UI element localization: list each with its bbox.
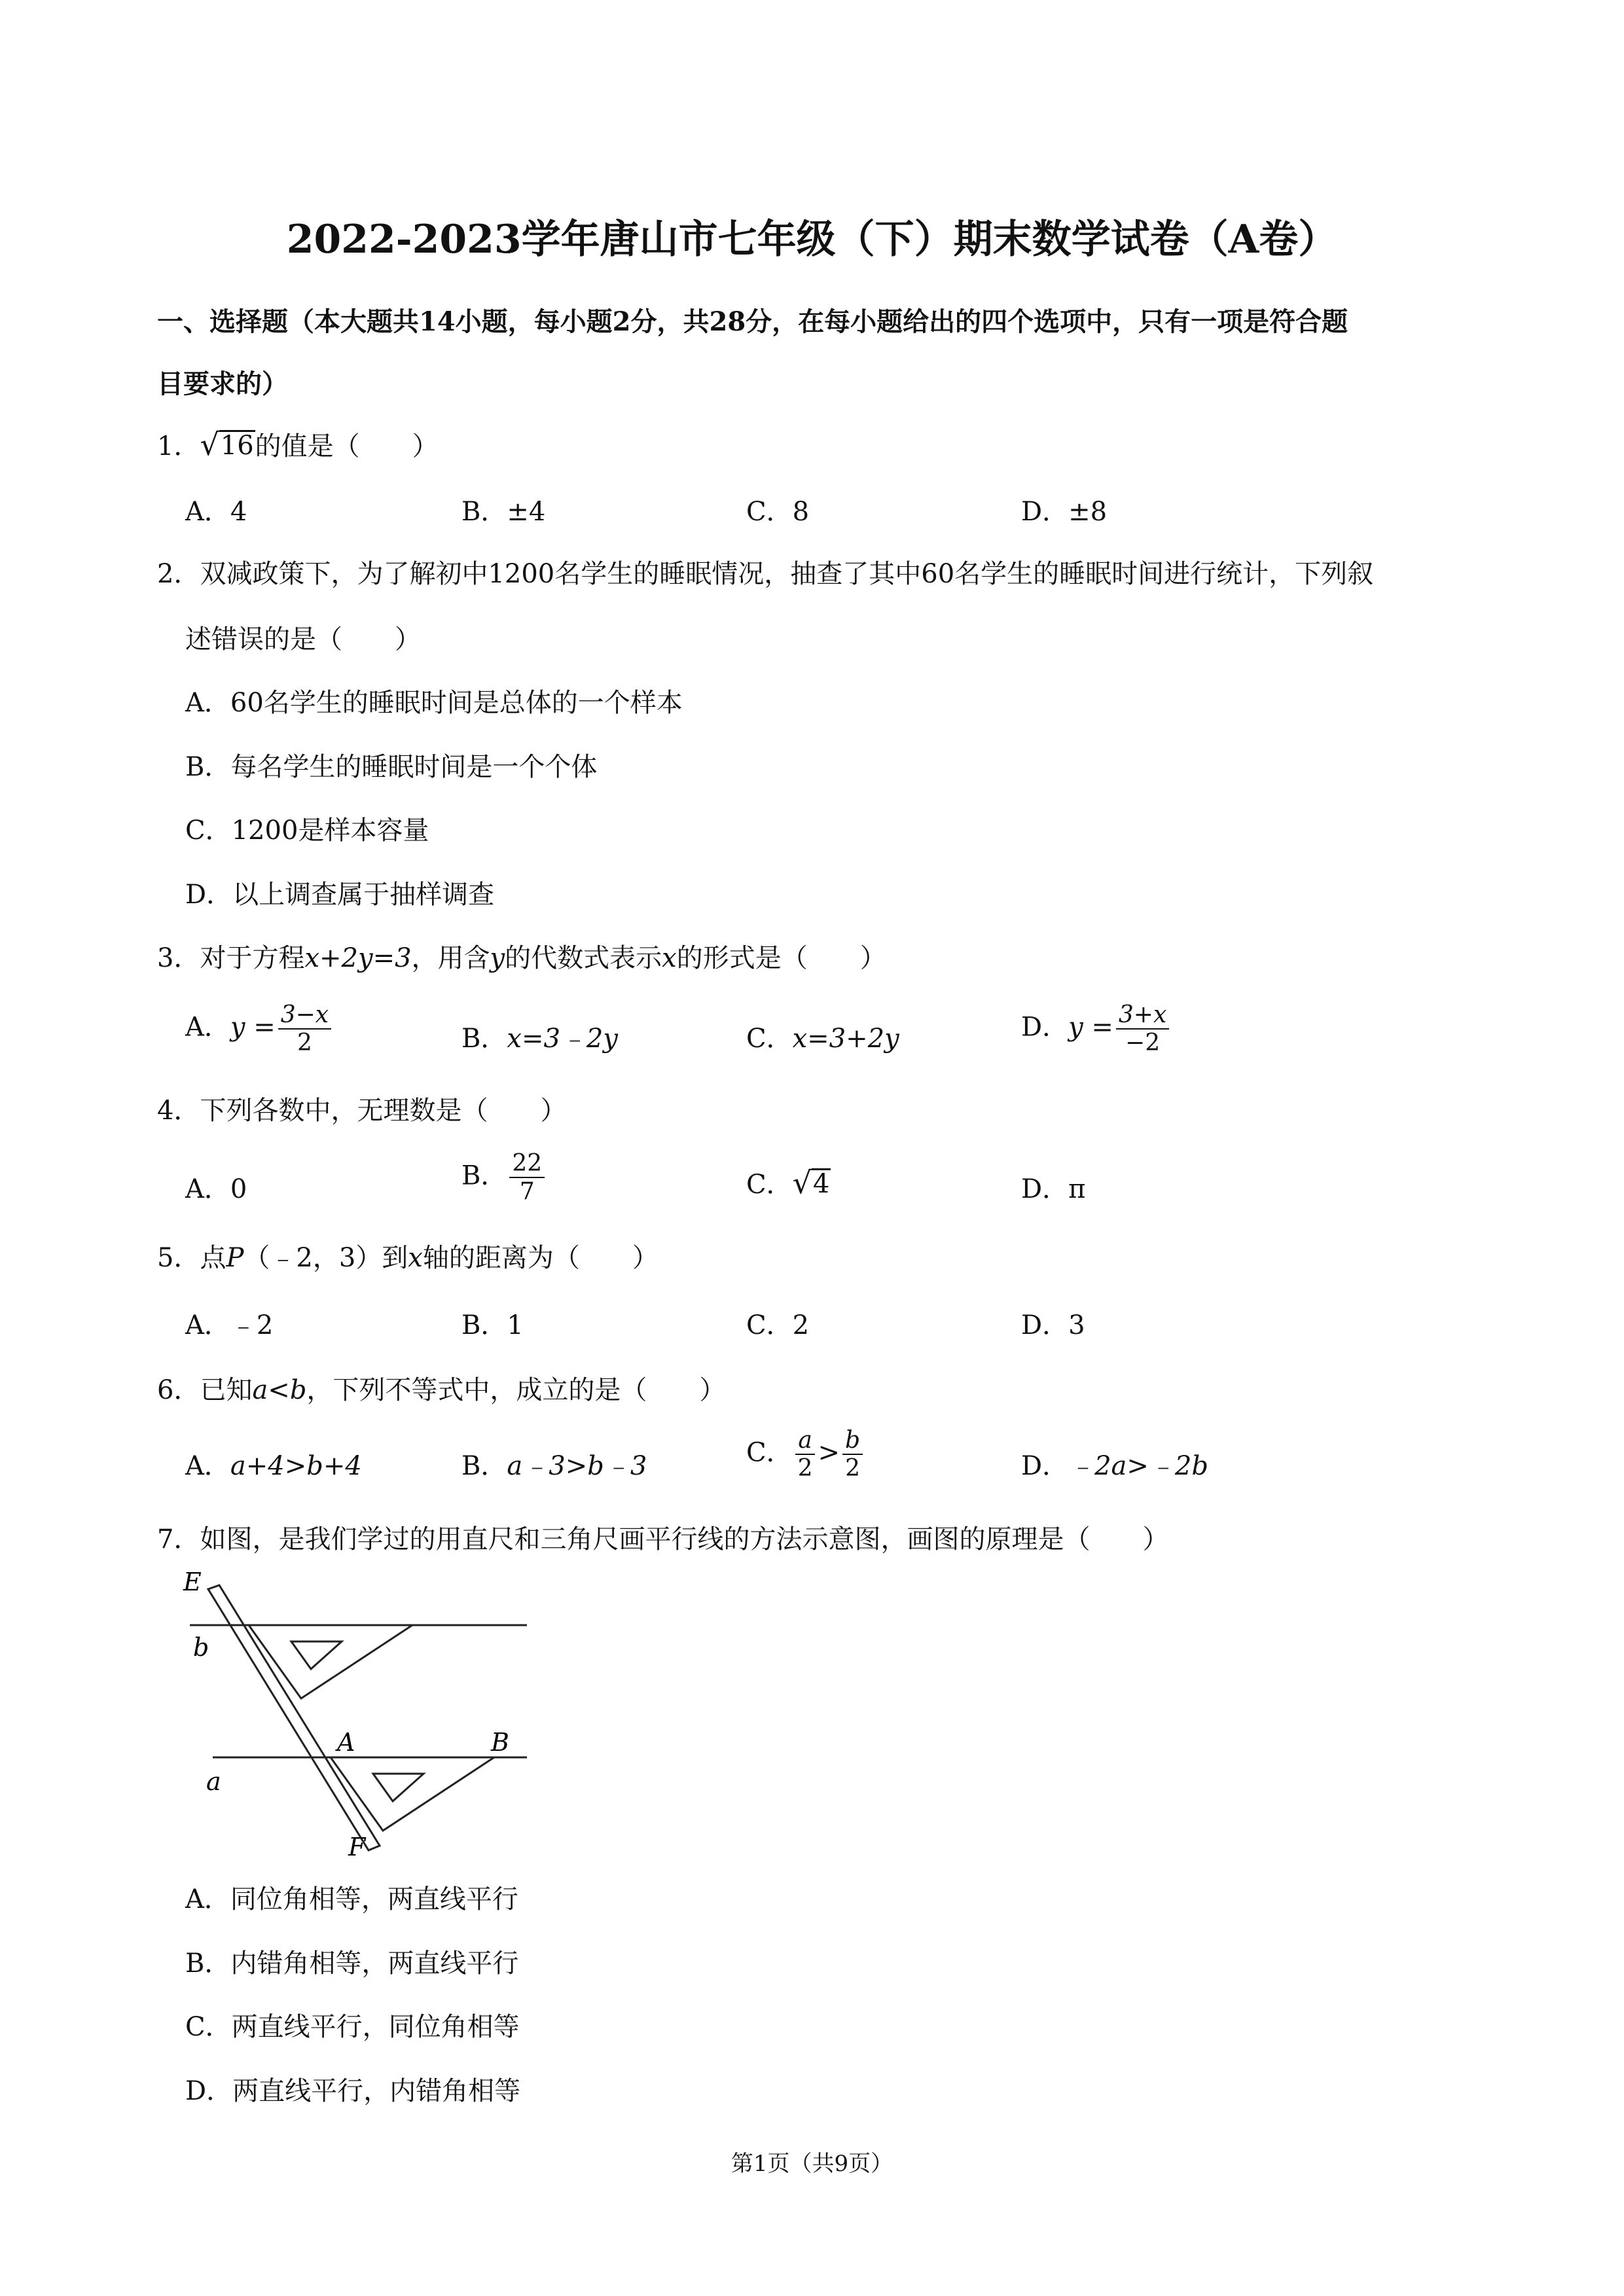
q3-stem-b: ，用含 (411, 943, 490, 973)
question-2-line2: 述错误的是（ ） (185, 624, 421, 655)
question-5 (157, 1237, 659, 1274)
q4-c-sqrt: √ 4 (792, 1165, 830, 1200)
q3-stem-d: 的形式是（ ） (676, 943, 886, 973)
q6-option-b (461, 1445, 647, 1482)
lower-set-square (331, 1757, 494, 1831)
q2-option-b: B．每名学生的睡眠时间是一个个体 (185, 752, 598, 782)
q3-stem-a: 3．对于方程 (157, 943, 305, 973)
q6-option-a (185, 1445, 362, 1482)
q3-d-denominator: −2 (1125, 1030, 1161, 1057)
q4-option-a: A．0 (185, 1174, 247, 1204)
q3-d-label: D． (1021, 1012, 1069, 1043)
q7-option-c: C．两直线平行，同位角相等 (185, 2012, 520, 2042)
q7-option-a: A．同位角相等，两直线平行 (185, 1884, 518, 1914)
page-title: 2022-2023学年唐山市七年级（下）期末数学试卷（A卷） (286, 217, 1338, 262)
q3-d-fraction (1116, 1001, 1169, 1057)
q2-option-a: A．60名学生的睡眠时间是总体的一个样本 (185, 688, 683, 718)
q6-option-d (1021, 1445, 1208, 1482)
q1-number: 1． (157, 431, 200, 461)
q1-option-d: D．±8 (1021, 497, 1108, 527)
q3-a-denominator: 2 (297, 1030, 312, 1057)
question-7: 7．如图，是我们学过的用直尺和三角尺画平行线的方法示意图，画图的原理是（ ） (157, 1524, 1169, 1554)
q4-b-numerator: 22 (509, 1150, 545, 1178)
q5-axis: x (408, 1243, 423, 1273)
q5-stem-b: （﹣2，3）到 (244, 1243, 408, 1273)
q3-d-numerator: 3+x (1116, 1001, 1169, 1030)
q5-option-b: B．1 (461, 1310, 524, 1340)
q6-c-operator: > (818, 1437, 840, 1468)
q3-option-d (1021, 1001, 1172, 1057)
q6-c-numerator-1: a (795, 1427, 814, 1455)
q3-b-label: B． (461, 1024, 507, 1054)
q3-c-expr: x=3+2y (792, 1024, 899, 1054)
page-footer: 第1页（共9页） (731, 2151, 893, 2177)
question-2-line1: 2．双减政策下，为了解初中1200名学生的睡眠情况，抽查了其中60名学生的睡眠时间进行统计，下列叙 (157, 559, 1374, 589)
q3-d-lhs: y = (1068, 1012, 1113, 1043)
q6-c-numerator-2: b (842, 1427, 863, 1455)
question-4: 4．下列各数中，无理数是（ ） (157, 1096, 567, 1126)
q3-var-y: y (490, 943, 505, 973)
label-b-line: b (193, 1633, 209, 1662)
q6-b-expr: a﹣3>b﹣3 (507, 1451, 647, 1481)
q6-stem-b: ，下列不等式中，成立的是（ ） (306, 1375, 726, 1405)
q6-a-expr: a+4>b+4 (230, 1451, 362, 1481)
label-b-point: B (491, 1728, 509, 1757)
q6-condition: a<b (252, 1375, 307, 1405)
q3-var-x: x (662, 943, 677, 973)
label-a-point: A (337, 1728, 355, 1757)
q6-c-label: C． (746, 1437, 793, 1468)
q4-b-label: B． (461, 1160, 507, 1191)
q6-d-expr: ﹣2a>﹣2b (1068, 1451, 1208, 1481)
q2-option-c: C．1200是样本容量 (185, 816, 429, 846)
q6-option-c (746, 1427, 865, 1482)
q6-c-fraction-2 (842, 1427, 863, 1482)
q4-c-label: C． (746, 1170, 793, 1200)
q4-b-fraction (509, 1150, 545, 1206)
q3-option-c (746, 1018, 899, 1055)
q1-sqrt: √ 16 (200, 427, 254, 462)
question-1 (157, 425, 439, 463)
q1-radicand: 16 (220, 431, 254, 461)
q1-option-b: B．±4 (461, 497, 546, 527)
q5-option-d: D．3 (1021, 1310, 1085, 1340)
q1-stem: 的值是（ ） (255, 431, 439, 461)
q4-b-denominator: 7 (519, 1178, 535, 1206)
section-heading-line1: 一、选择题（本大题共14小题，每小题2分，共28分，在每小题给出的四个选项中，只有一项是符合题 (157, 306, 1348, 337)
q5-stem-a: 5．点 (157, 1243, 226, 1273)
upper-set-square (249, 1625, 412, 1698)
q7-figure (170, 1571, 543, 1859)
section-heading-line2: 目要求的） (157, 368, 288, 399)
label-a-line: a (206, 1767, 221, 1796)
q3-b-expr: x=3﹣2y (507, 1024, 618, 1054)
q6-a-label: A． (185, 1451, 230, 1481)
label-f: F (348, 1833, 366, 1859)
q3-a-fraction (278, 1001, 331, 1057)
upper-set-square-inner (291, 1641, 342, 1669)
q1-option-c: C．8 (746, 497, 810, 527)
question-6 (157, 1369, 725, 1407)
q5-option-c: C．2 (746, 1310, 810, 1340)
q3-a-label: A． (185, 1012, 230, 1043)
q4-option-b (461, 1150, 547, 1206)
q5-option-a: A．﹣2 (185, 1310, 274, 1340)
q6-c-denominator-1: 2 (797, 1455, 813, 1482)
q7-option-b: B．内错角相等，两直线平行 (185, 1948, 519, 1979)
q5-point: P (226, 1243, 244, 1273)
q2-option-d: D．以上调查属于抽样调查 (185, 880, 495, 910)
q4-option-d: D．π (1021, 1174, 1086, 1204)
q3-c-label: C． (746, 1024, 793, 1054)
q5-stem-c: 轴的距离为（ ） (422, 1243, 659, 1273)
q6-c-denominator-2: 2 (845, 1455, 860, 1482)
q4-option-c (746, 1164, 831, 1201)
q6-stem-a: 6．已知 (157, 1375, 253, 1405)
q3-option-a (185, 1001, 334, 1057)
q3-option-b (461, 1018, 618, 1055)
q3-a-numerator: 3−x (278, 1001, 331, 1030)
q3-a-lhs: y = (230, 1012, 276, 1043)
q6-b-label: B． (461, 1451, 507, 1481)
q1-option-a: A．4 (185, 497, 247, 527)
question-3 (157, 937, 886, 975)
q6-d-label: D． (1021, 1451, 1069, 1481)
label-e: E (183, 1571, 202, 1596)
q3-stem-c: 的代数式表示 (505, 943, 662, 973)
q4-c-radicand: 4 (812, 1169, 830, 1199)
q3-equation: x+2y=3 (304, 943, 412, 973)
q7-option-d: D．两直线平行，内错角相等 (185, 2076, 521, 2106)
lower-set-square-inner (373, 1774, 424, 1801)
q6-c-fraction-1 (795, 1427, 816, 1482)
